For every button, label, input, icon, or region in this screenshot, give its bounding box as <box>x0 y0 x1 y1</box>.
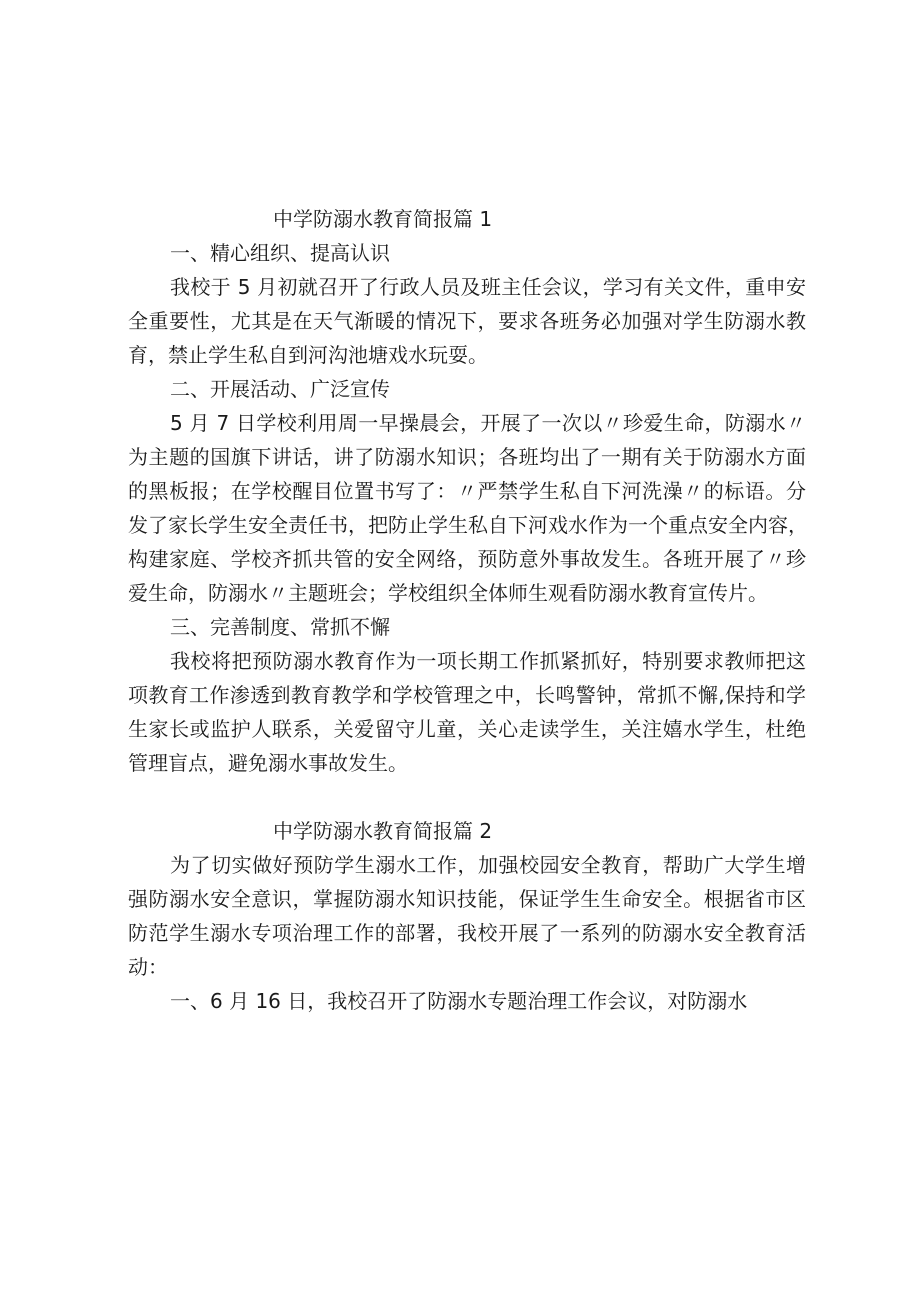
article-2-paragraph-1-line: 防范学生溺水专项治理工作的部署，我校开展了一系列的防溺水安全教育活 <box>128 921 806 945</box>
article-1-paragraph-2-line: 为主题的国旗下讲话，讲了防溺水知识；各班均出了一期有关于防溺水方面 <box>128 445 806 469</box>
article-2-paragraph-1-line: 强防溺水安全意识，掌握防溺水知识技能，保证学生生命安全。根据省市区 <box>128 887 806 911</box>
document-body <box>128 202 806 1018</box>
article-1-paragraph-2-line: 5 月 7 日学校利用周一早操晨会，开展了一次以〃珍爱生命，防溺水〃 <box>170 411 806 435</box>
article-1-title: 中学防溺水教育简报篇 1 <box>273 207 493 231</box>
section-spacer <box>128 780 806 814</box>
article-1-paragraph-1-line: 全重要性，尤其是在天气渐暖的情况下，要求各班务必加强对学生防溺水教 <box>128 309 806 333</box>
article-1-paragraph-1-line: 我校于 5 月初就召开了行政人员及班主任会议，学习有关文件，重申安 <box>170 275 806 299</box>
article-2-title: 中学防溺水教育简报篇 2 <box>273 819 493 843</box>
article-1-paragraph-3-line: 项教育工作渗透到教育教学和学校管理之中，长鸣警钟，常抓不懈,保持和学 <box>128 683 806 707</box>
article-1-paragraph-1-line: 育，禁止学生私自到河沟池塘戏水玩耍。 <box>128 343 488 367</box>
article-2-paragraph-2-line: 一、6 月 16 日，我校召开了防溺水专题治理工作会议，对防溺水 <box>170 989 748 1013</box>
article-2-paragraph-1-line: 为了切实做好预防学生溺水工作，加强校园安全教育，帮助广大学生增 <box>170 853 806 877</box>
article-1-heading-1: 一、精心组织、提高认识 <box>170 241 390 265</box>
article-2-paragraph-1-line: 动： <box>128 955 168 979</box>
article-1-paragraph-3-line: 管理盲点，避免溺水事故发生。 <box>128 751 408 775</box>
article-1-heading-2: 二、开展活动、广泛宣传 <box>170 377 390 401</box>
article-1-paragraph-2-line: 发了家长学生安全责任书，把防止学生私自下河戏水作为一个重点安全内容， <box>128 513 808 537</box>
article-1-paragraph-2-line: 爱生命，防溺水〃主题班会；学校组织全体师生观看防溺水教育宣传片。 <box>128 581 768 605</box>
article-1-paragraph-3-line: 生家长或监护人联系，关爱留守儿童，关心走读学生，关注嬉水学生，杜绝 <box>128 717 806 741</box>
article-1-paragraph-2-line: 的黑板报；在学校醒目位置书写了：〃严禁学生私自下河洗澡〃的标语。分 <box>128 479 806 503</box>
article-1-paragraph-2-line: 构建家庭、学校齐抓共管的安全网络，预防意外事故发生。各班开展了〃珍 <box>128 547 806 571</box>
article-1-paragraph-3-line: 我校将把预防溺水教育作为一项长期工作抓紧抓好，特别要求教师把这 <box>170 649 806 673</box>
article-1-heading-3: 三、完善制度、常抓不懈 <box>170 615 390 639</box>
